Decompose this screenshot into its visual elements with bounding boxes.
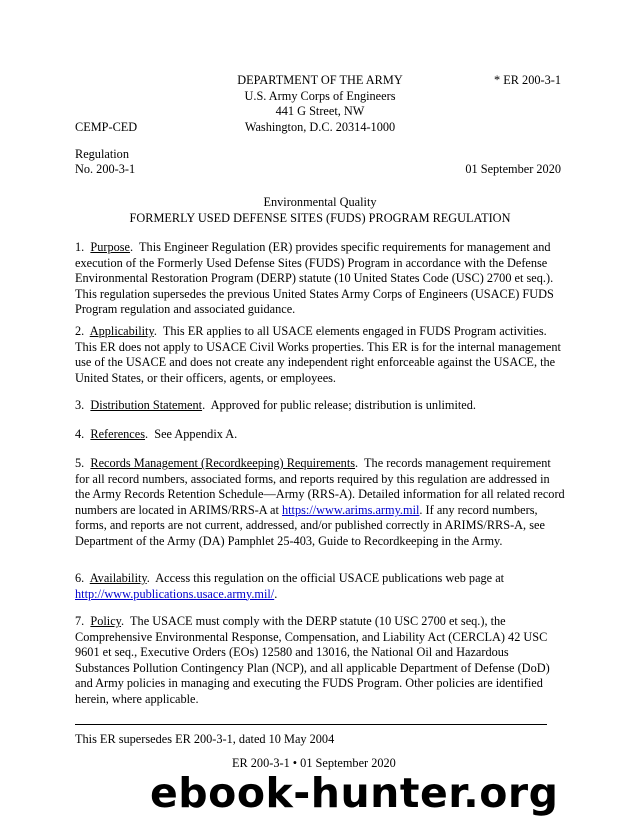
section-text: Access this regulation on the official USACE publications web page at bbox=[155, 571, 505, 585]
section-text: Approved for public release; distribution is unlimited. bbox=[210, 398, 476, 412]
section-records: 5. Records Management (Recordkeeping) Requirements. The records management requirement for all record numbers, associated forms, and reports required by this regulation are addressed in the Army Records Retention Schedule—Army (RRS-A). Detailed information for all related record numbers are located in ARIMS/RRS-A at https://www.arims.army.mil. If any record numbers, forms, and reports are not current, addressed, and/or published correctly in ARIMS/RRS-A, see Department of the Army (DA) Pamphlet 25-403, Guide to Recordkeeping in the Army. bbox=[75, 456, 565, 548]
section-heading: Applicability bbox=[89, 324, 154, 338]
regulation-title: FORMERLY USED DEFENSE SITES (FUDS) PROGRAM REGULATION bbox=[129, 210, 511, 225]
section-references: 4. References. See Appendix A. bbox=[75, 427, 238, 441]
section-text: This ER applies to all USACE elements engaged in FUDS Program activities. This ER does not apply to USACE Civil Works properties. This ER is for the internal management use of the USACE and does not create any independent right enforceable against the USACE, the United States, or their officers, agents, or employees. bbox=[75, 324, 561, 385]
city-address: Washington, D.C. 20314-1000 bbox=[244, 119, 396, 134]
section-heading: Policy bbox=[90, 614, 122, 628]
section-text: The USACE must comply with the DERP statute (10 USC 2700 et seq.), the Comprehensive Environmental Response, Compensation, and Liability Act (CERCLA) 42 USC 9601 et seq., Executive Orders (EOs) 12580 and 13016, the National Oil and Hazardous Substances Pollution Contingency Plan (NCP), and all applicable Department of Defense (DoD) and Army policies in managing and executing the FUDS Program. Other policies are identified herein, where applicable. bbox=[75, 614, 550, 706]
agency-name: U.S. Army Corps of Engineers bbox=[244, 88, 396, 103]
section-number: 5. bbox=[75, 456, 85, 470]
document-number: * ER 200-3-1 bbox=[494, 73, 561, 87]
section-number: 3. bbox=[75, 398, 85, 412]
page-footer: ER 200-3-1 • 01 September 2020 bbox=[232, 756, 396, 770]
section-number: 4. bbox=[75, 427, 85, 441]
section-number: 2. bbox=[75, 324, 85, 338]
department-name: DEPARTMENT OF THE ARMY bbox=[237, 73, 403, 87]
section-number: 6. bbox=[75, 571, 85, 585]
section-text: The records management requirement for all record numbers, associated forms, and reports required by this regulation are addressed in the Army Records Retention Schedule—Army (RRS-A). Detailed information for all related record numbers are located in ARIMS/RRS-A at bbox=[75, 456, 565, 517]
section-text: This Engineer Regulation (ER) provides specific requirements for management and execution of the Formerly Used Defense Sites (FUDS) Program in accordance with the Defense Environmental Restoration Program (DERP) statute (10 United States Code (USC) 2700 et seq.). This regulation supersedes the previous United States Army Corps of Engineers (USACE) FUDS Program regulation and associated guidance. bbox=[75, 240, 554, 317]
arims-link[interactable]: https://www.arims.army.mil bbox=[281, 502, 420, 517]
section-text-end: . If any record numbers, forms, and reports are not current, addressed, and/or published correctly in ARIMS/RRS-A, see Department of the Army (DA) Pamphlet 25-403, Guide to Recordkeeping in the Army. bbox=[75, 502, 545, 548]
section-number: 1. bbox=[75, 240, 85, 254]
section-text: See Appendix A. bbox=[154, 427, 238, 441]
section-text-end: . bbox=[274, 586, 278, 601]
letterhead bbox=[150, 73, 490, 135]
section-heading: Purpose bbox=[90, 240, 131, 254]
section-heading: Availability bbox=[89, 571, 147, 585]
regulation-number: No. 200-3-1 bbox=[75, 162, 136, 176]
regulation-date: 01 September 2020 bbox=[465, 162, 561, 176]
regulation-label: Regulation bbox=[75, 147, 129, 161]
street-address: 441 G Street, NW bbox=[275, 104, 365, 119]
section-availability: 6. Availability. Access this regulation on the official USACE publications web page at http://www.publications.usace.army.mil/. bbox=[75, 571, 505, 601]
footnote-divider bbox=[75, 724, 547, 725]
section-heading: Records Management (Recordkeeping) Requirements bbox=[90, 456, 356, 470]
subject-line: Environmental Quality bbox=[263, 195, 377, 209]
section-number: 7. bbox=[75, 614, 85, 628]
section-applicability: 2. Applicability. This ER applies to all USACE elements engaged in FUDS Program activities. This ER does not apply to USACE Civil Works properties. This ER is for the internal management use of the USACE and does not create any independent right enforceable against the USACE, the United States, or their officers, agents, or employees. bbox=[75, 324, 561, 385]
office-symbol: CEMP-CED bbox=[75, 120, 138, 134]
section-policy: 7. Policy. The USACE must comply with the DERP statute (10 USC 2700 et seq.), the Comprehensive Environmental Response, Compensation, and Liability Act (CERCLA) 42 USC 9601 et seq., Executive Orders (EOs) 12580 and 13016, the National Oil and Hazardous Substances Pollution Contingency Plan (NCP), and all applicable Department of Defense (DoD) and Army policies in managing and executing the FUDS Program. Other policies are identified herein, where applicable. bbox=[75, 614, 550, 706]
publications-link[interactable]: http://www.publications.usace.army.mil/ bbox=[75, 586, 275, 601]
section-purpose: 1. Purpose. This Engineer Regulation (ER) provides specific requirements for management and execution of the Formerly Used Defense Sites (FUDS) Program in accordance with the Defense Environmental Restoration Program (DERP) statute (10 United States Code (USC) 2700 et seq.). This regulation supersedes the previous United States Army Corps of Engineers (USACE) FUDS Program regulation and associated guidance. bbox=[75, 240, 554, 317]
document-title bbox=[100, 195, 540, 226]
section-heading: Distribution Statement bbox=[90, 398, 203, 412]
watermark-text: ebook-hunter.org bbox=[150, 769, 559, 817]
section-heading: References bbox=[90, 427, 146, 441]
section-distribution: 3. Distribution Statement. Approved for public release; distribution is unlimited. bbox=[75, 398, 476, 412]
supersedes-note: This ER supersedes ER 200-3-1, dated 10 May 2004 bbox=[75, 732, 335, 746]
